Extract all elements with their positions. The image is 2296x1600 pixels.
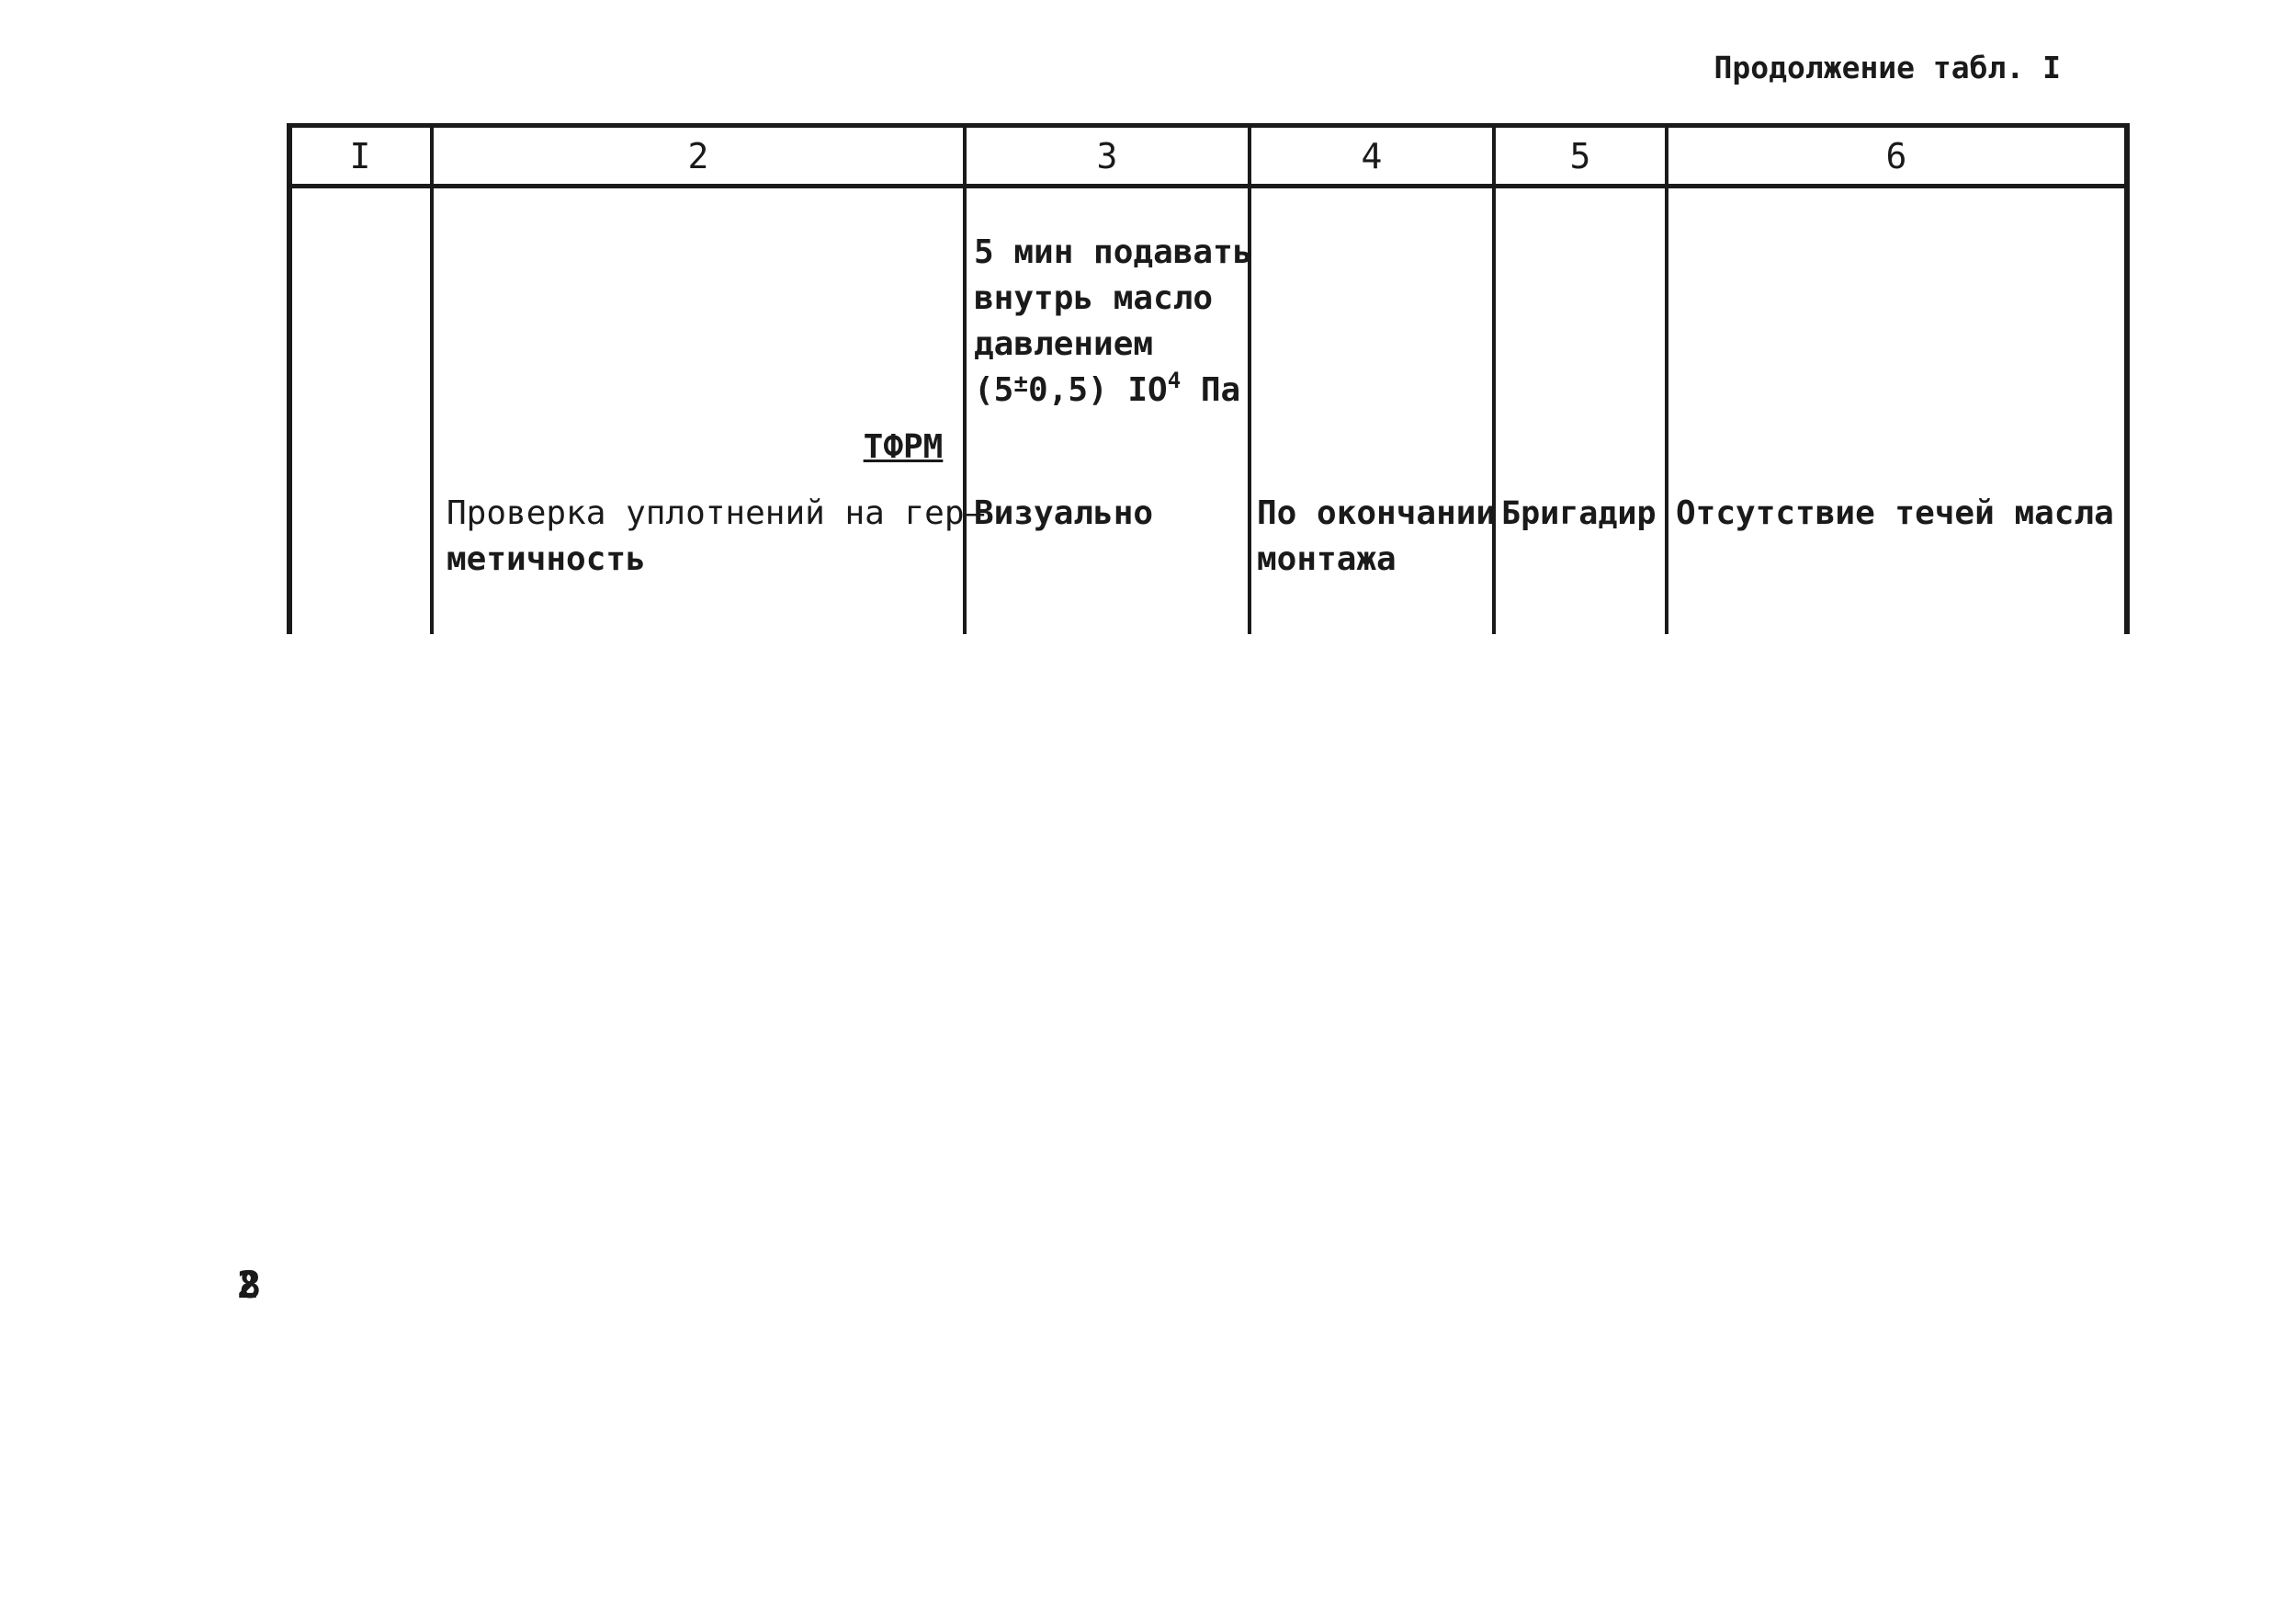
- column-divider: [2124, 123, 2130, 634]
- table-caption: Продолжение табл. I: [1714, 50, 2061, 85]
- header-col-5: 5: [1569, 136, 1591, 176]
- pressure-value: [974, 368, 1252, 414]
- column-divider: [1665, 123, 1668, 634]
- acceptance-criterion: Отсутствие течей масла: [1676, 494, 2114, 532]
- header-col-1: I: [349, 136, 371, 176]
- timing-line: монтажа: [1257, 540, 1397, 578]
- note-line: 5 мин подавать: [974, 233, 1253, 271]
- section-title: ТФРМ: [863, 428, 944, 466]
- header-bottom-border: [287, 184, 2130, 188]
- description-line: Проверка уплотнений на гер–: [447, 494, 985, 532]
- test-condition-note: [974, 230, 1252, 414]
- pressure-unit: Па: [1181, 371, 1241, 409]
- note-line: внутрь масло: [974, 279, 1214, 317]
- page-number: 28: [237, 1265, 242, 1307]
- header-col-6: 6: [1885, 136, 1907, 176]
- responsible-person: Бригадир: [1501, 495, 1657, 532]
- header-col-4: 4: [1361, 136, 1383, 176]
- column-divider: [287, 123, 292, 634]
- pressure-mantissa: 0,5) IO: [1028, 371, 1168, 409]
- column-divider: [430, 123, 434, 634]
- header-col-2: 2: [687, 136, 709, 176]
- pressure-prefix: (5: [974, 371, 1014, 409]
- control-method: Визуально: [974, 494, 1154, 532]
- timing-line: По окончании: [1257, 494, 1497, 532]
- pressure-exponent: 4: [1167, 368, 1182, 393]
- plus-minus-sign: ±: [1013, 370, 1029, 398]
- operation-description: [447, 491, 984, 583]
- data-table: [287, 123, 2130, 634]
- description-line: метичность: [447, 540, 646, 578]
- control-timing: [1257, 491, 1496, 583]
- table-top-border: [287, 123, 2130, 128]
- note-line: давлением: [974, 325, 1154, 363]
- header-col-3: 3: [1096, 136, 1118, 176]
